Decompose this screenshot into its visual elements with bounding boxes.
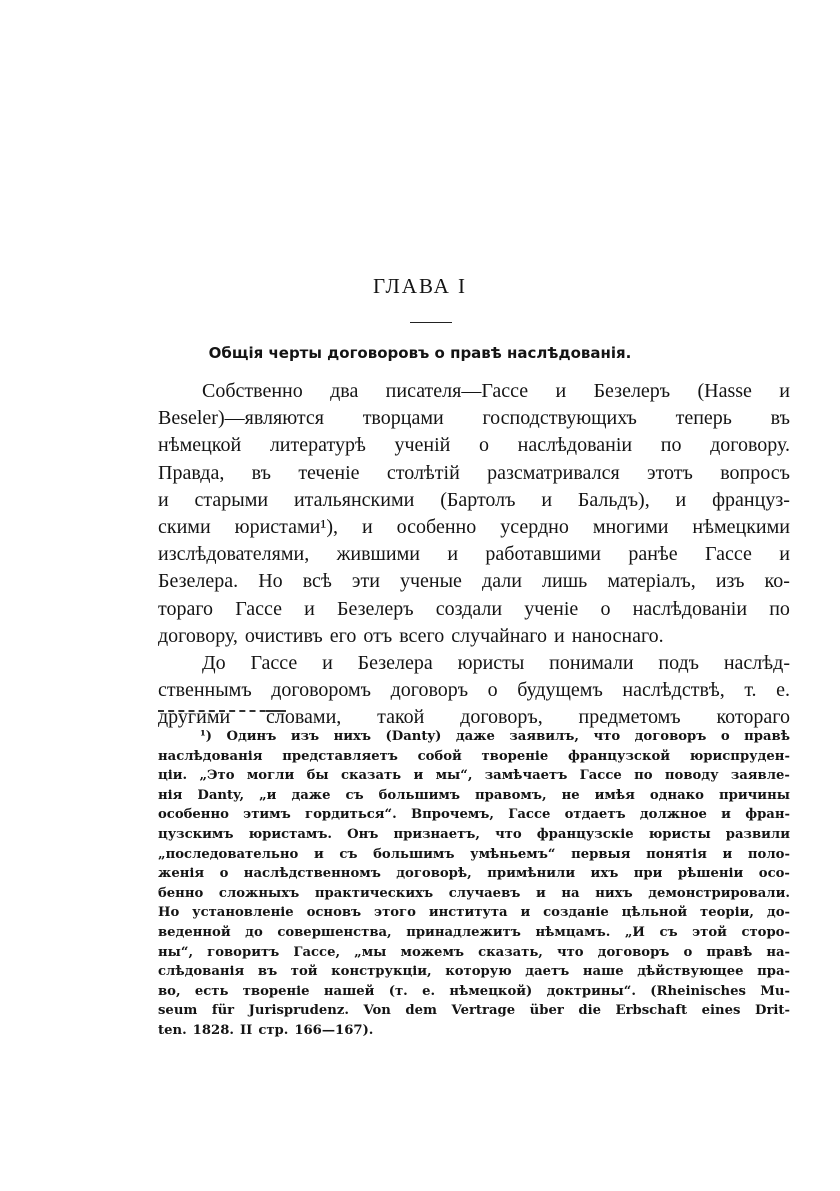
footnote-divider-tail [266,710,286,712]
footnote-line: ны“, говоритъ Гассе, „мы можемъ сказать, что договоръ о правѣ на- [158,944,790,960]
footnote [158,727,790,1041]
footnote-line: ¹) Одинъ изъ нихъ (Danty) даже заявилъ, что договоръ о правѣ [200,729,790,744]
title-divider [410,322,452,323]
footnote-line: ten. 1828. II стр. 166—167). [158,1022,374,1038]
text-line: договору, очистивъ его отъ всего случайнаго и наноснаго. [158,624,664,647]
text-line: Правда, въ теченіе столѣтій разсматривался этотъ вопросъ [158,461,790,484]
text-line: До Гассе и Безелера юристы понимали подъ наслѣд- [202,651,790,674]
chapter-title: ГЛАВА I [372,274,468,298]
footnote-line: слѣдованія въ той конструкціи, которую даетъ наше дѣйствующее пра- [158,964,790,980]
text-line: нѣмецкой литературѣ ученій о наслѣдованіи по договору. [158,434,790,457]
text-line: скими юристами¹), и особенно усердно многими нѣмецкими [158,515,790,538]
text-line: ственнымъ договоромъ договоръ о будущемъ наслѣдствѣ, т. е. [158,679,790,702]
footnote-line: „последовательно и съ большимъ умѣньемъ“ первыя понятія и поло- [158,846,790,862]
text-line: и старыми итальянскими (Бартолъ и Бальдъ), и француз- [158,488,790,511]
text-line: Beseler)—являются творцами господствующихъ теперь въ [158,407,790,430]
body-text [158,378,790,731]
footnote-line: seum für Jurisprudenz. Von dem Vertrage über die Erbschaft eines Drit- [158,1003,790,1019]
text-line: изслѣдователями, жившими и работавшими ранѣе Гассе и [158,543,790,566]
text-line: Собственно два писателя—Гассе и Безелеръ (Hasse и [202,380,790,402]
footnote-line: нія Danty, „и даже съ большимъ правомъ, не имѣя однако причины [158,787,790,803]
footnote-line: цузскимъ юристамъ. Онъ признаетъ, что французскіе юристы развили [158,826,790,842]
text-line: другими словами, такой договоръ, предметомъ котораго [158,706,790,729]
footnote-line: наслѣдованія представляетъ собой твореніе французской юриспруден- [158,748,790,764]
footnote-line: Но установленіе основъ этого института и созданіе цѣльной теоріи, до- [158,905,790,921]
text-line: Безелера. Но всѣ эти ученые дали лишь матеріалъ, изъ ко- [158,570,790,593]
footnote-line: женія о наслѣдственномъ договорѣ, примѣнили ихъ при рѣшеніи осо- [158,866,790,882]
chapter-subtitle: Общія черты договоровъ о правѣ наслѣдованія. [208,344,632,362]
footnote-line: особенно этимъ гордиться“. Впрочемъ, Гассе отдаетъ должное и фран- [158,807,790,823]
footnote-line: во, есть твореніе нашей (т. е. нѣмецкой) доктрины“. (Rheinisches Mu- [158,983,790,999]
footnote-line: веденной до совершенства, принадлежитъ нѣмцамъ. „И съ этой сторо- [158,924,790,940]
footnote-line: бенно сложныхъ практическихъ случаевъ и на нихъ демонстрировали. [158,885,790,901]
text-line: тораго Гассе и Безелеръ создали ученіе о наслѣдованіи по [158,597,790,620]
footnote-line: ціи. „Это могли бы сказать и мы“, замѣчаетъ Гассе по поводу заявле- [158,768,790,784]
